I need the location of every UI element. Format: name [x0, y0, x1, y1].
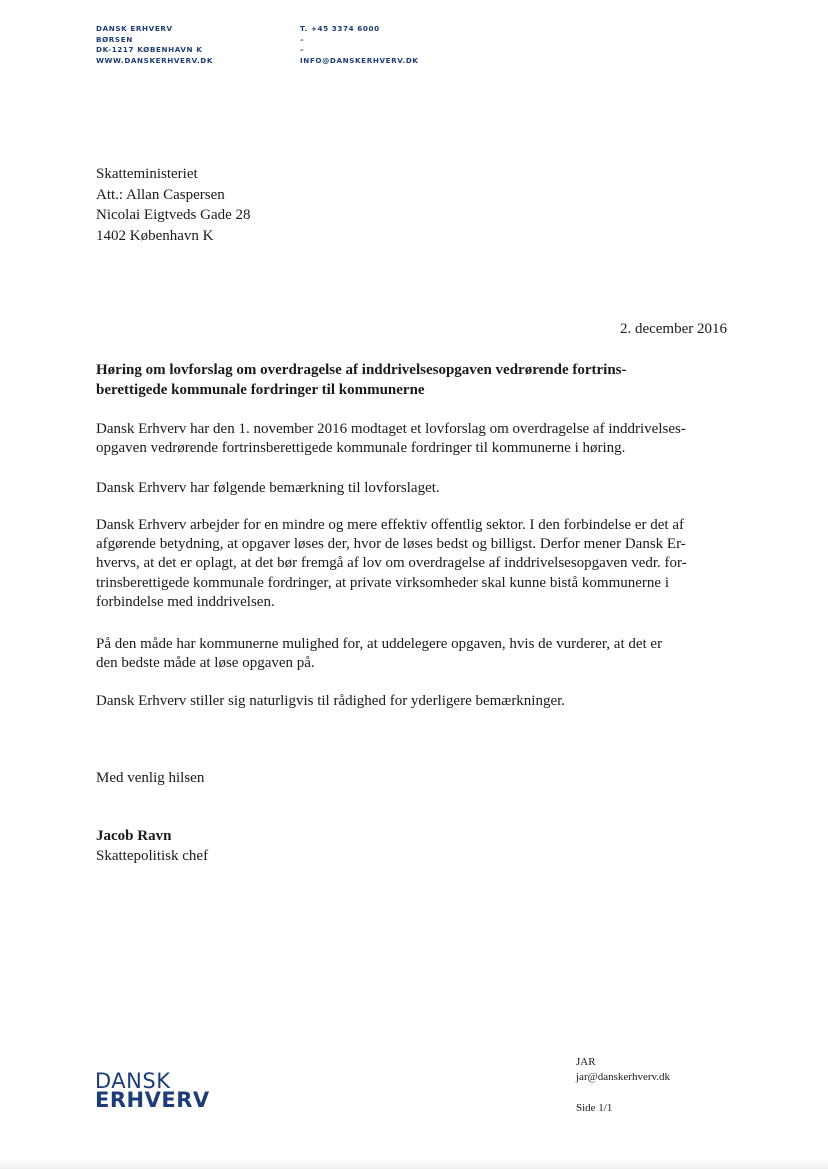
- letterhead-email: INFO@DANSKERHVERV.DK: [300, 55, 419, 65]
- logo-line-2: ERHVERV: [95, 1088, 210, 1112]
- logo-line-1: DANSK: [95, 1069, 171, 1093]
- recipient-line-2: Att.: Allan Caspersen: [96, 186, 225, 203]
- letterhead-phone: T. +45 3374 6000: [300, 24, 380, 33]
- paragraph-line: hvervs, at det er oplagt, at det bør fremgå af lov om overdragelse af inddrivelsesopgaven vedr. for-: [96, 555, 687, 572]
- subject-heading: [96, 361, 736, 400]
- recipient-line-1: Skatteministeriet: [96, 166, 198, 182]
- letterhead-dash-2: –: [300, 45, 305, 54]
- paragraph-line: opgaven vedrørende fortrinsberettigede kommunale fordringer til kommunerne i høring.: [96, 440, 626, 457]
- footer-initials: JAR: [576, 1056, 596, 1068]
- letterhead-company: DANSK ERHVERV: [96, 24, 173, 33]
- paragraph-5: [96, 692, 736, 711]
- page-number: Side 1/1: [576, 1102, 613, 1114]
- closing-greeting: Med venlig hilsen: [96, 770, 205, 786]
- letterhead-dash-1: –: [300, 34, 305, 44]
- letterhead-building: BØRSEN: [96, 34, 133, 44]
- paragraph-line: Dansk Erhverv arbejder for en mindre og mere effektiv offentlig sektor. I den forbindelse er det af: [96, 517, 684, 533]
- letter-date: 2. december 2016: [619, 321, 727, 337]
- page-edge-shadow: [0, 1159, 828, 1169]
- letterhead-postal: DK-1217 KØBENHAVN K: [96, 45, 203, 54]
- paragraph-line: trinsberettigede kommunale fordringer, at private virksomheder skal kunne bistå kommunerne i: [96, 574, 669, 591]
- company-logo: [95, 1069, 210, 1112]
- paragraph-line: den bedste måde at løse opgaven på.: [96, 655, 315, 672]
- paragraph-1: [96, 420, 736, 458]
- paragraph-line: Dansk Erhverv har den 1. november 2016 modtaget et lovforslag om overdragelse af inddrivelses-: [96, 421, 686, 437]
- paragraph-line: Dansk Erhverv har følgende bemærkning til lovforslaget.: [96, 480, 440, 496]
- letterhead-contact: [300, 24, 419, 66]
- recipient-line-4: 1402 København K: [96, 227, 214, 244]
- paragraph-line: forbindelse med inddrivelsen.: [96, 593, 275, 610]
- paragraph-3: [96, 516, 736, 612]
- paragraph-line: afgørende betydning, at opgaver løses der, hvor de løses bedst og billigst. Derfor mener Dansk Er-: [96, 536, 686, 553]
- paragraph-4: [96, 635, 736, 673]
- footer-email: jar@danskerhverv.dk: [576, 1071, 671, 1083]
- paragraph-line: På den måde har kommunerne mulighed for, at uddelegere opgaven, hvis de vurderer, at det er: [96, 636, 663, 652]
- letterhead-web: WWW.DANSKERHVERV.DK: [96, 55, 213, 65]
- paragraph-2: [96, 479, 736, 498]
- letterhead-address: [96, 24, 213, 66]
- signatory-name: Jacob Ravn: [96, 828, 172, 844]
- paragraph-line: Dansk Erhverv stiller sig naturligvis til rådighed for yderligere bemærkninger.: [96, 693, 566, 709]
- recipient-address: [96, 164, 251, 246]
- subject-line-2: berettigede kommunale fordringer til kommunerne: [96, 381, 425, 398]
- recipient-line-3: Nicolai Eigtveds Gade 28: [96, 207, 251, 223]
- signatory-title: Skattepolitisk chef: [96, 848, 209, 864]
- subject-line-1: Høring om lovforslag om overdragelse af inddrivelsesopgaven vedrørende fortrins-: [96, 362, 627, 378]
